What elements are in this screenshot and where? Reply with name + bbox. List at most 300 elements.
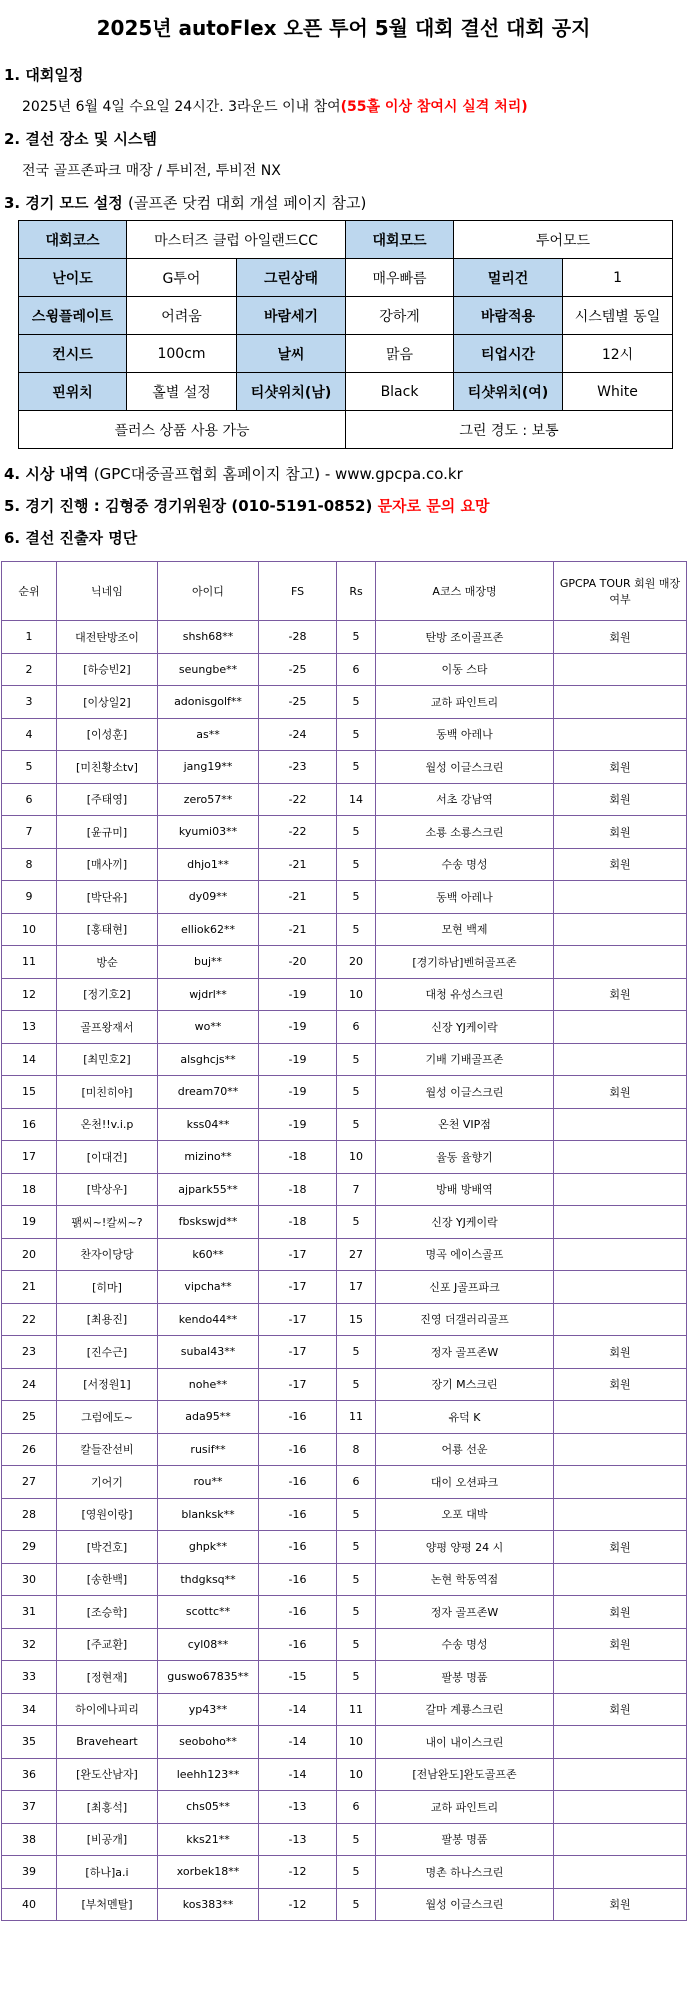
table-row — [2, 653, 687, 686]
table-row — [2, 816, 687, 849]
rank-cell: 3 — [2, 686, 57, 719]
nickname-cell: [하승빈2] — [57, 653, 158, 686]
member-cell: 회원 — [554, 848, 687, 881]
id-cell: nohe** — [158, 1368, 259, 1401]
nickname-cell: [미친황소tv] — [57, 751, 158, 784]
id-cell: jang19** — [158, 751, 259, 784]
settings-label: 난이도 — [19, 259, 127, 297]
nickname-cell: [진수근] — [57, 1336, 158, 1369]
rank-cell: 28 — [2, 1498, 57, 1531]
nickname-cell: [주교환] — [57, 1628, 158, 1661]
table-row — [2, 1433, 687, 1466]
id-cell: ada95** — [158, 1401, 259, 1434]
fs-cell: -21 — [259, 881, 337, 914]
table-row — [2, 783, 687, 816]
column-header: 닉네임 — [57, 562, 158, 621]
settings-value: Black — [346, 373, 454, 411]
store-cell: 탄방 조이골프존 — [376, 621, 554, 654]
rs-cell: 7 — [337, 1173, 376, 1206]
rs-cell: 27 — [337, 1238, 376, 1271]
rank-cell: 27 — [2, 1466, 57, 1499]
fs-cell: -19 — [259, 1076, 337, 1109]
member-cell — [554, 686, 687, 719]
nickname-cell: [최홍석] — [57, 1791, 158, 1824]
nickname-cell: [이대건] — [57, 1141, 158, 1174]
rank-cell: 1 — [2, 621, 57, 654]
settings-label: 그린상태 — [237, 259, 346, 297]
settings-value: 12시 — [563, 335, 673, 373]
rank-cell: 22 — [2, 1303, 57, 1336]
rank-cell: 38 — [2, 1823, 57, 1856]
member-cell — [554, 1141, 687, 1174]
rs-cell: 15 — [337, 1303, 376, 1336]
column-header: 아이디 — [158, 562, 259, 621]
fs-cell: -22 — [259, 816, 337, 849]
table-row — [2, 946, 687, 979]
store-cell: 모현 백제 — [376, 913, 554, 946]
id-cell: ajpark55** — [158, 1173, 259, 1206]
column-header: Rs — [337, 562, 376, 621]
id-cell: k60** — [158, 1238, 259, 1271]
id-cell: chs05** — [158, 1791, 259, 1824]
nickname-cell: [박단유] — [57, 881, 158, 914]
mode-heading-label: 3. 경기 모드 설정 — [4, 194, 123, 212]
rs-cell: 5 — [337, 1888, 376, 1921]
table-row — [2, 1791, 687, 1824]
settings-label: 멀리건 — [454, 259, 563, 297]
settings-value: 홀별 설정 — [127, 373, 237, 411]
id-cell: subal43** — [158, 1336, 259, 1369]
nickname-cell: [주태영] — [57, 783, 158, 816]
rank-cell: 17 — [2, 1141, 57, 1174]
rs-cell: 5 — [337, 686, 376, 719]
store-cell: 정자 골프존W — [376, 1596, 554, 1629]
contact-heading — [4, 495, 687, 517]
table-row — [2, 881, 687, 914]
rs-cell: 5 — [337, 1368, 376, 1401]
member-cell: 회원 — [554, 1888, 687, 1921]
fs-cell: -16 — [259, 1628, 337, 1661]
nickname-cell: [정현재] — [57, 1661, 158, 1694]
id-cell: kos383** — [158, 1888, 259, 1921]
member-cell — [554, 1108, 687, 1141]
settings-value: 강하게 — [346, 297, 454, 335]
rank-cell: 20 — [2, 1238, 57, 1271]
settings-value: 매우빠름 — [346, 259, 454, 297]
table-row — [2, 848, 687, 881]
member-cell: 회원 — [554, 1368, 687, 1401]
settings-label: 바람세기 — [237, 297, 346, 335]
nickname-cell: 온천!!v.i.p — [57, 1108, 158, 1141]
store-cell: 어룡 선운 — [376, 1433, 554, 1466]
fs-cell: -17 — [259, 1303, 337, 1336]
rs-cell: 5 — [337, 1108, 376, 1141]
member-cell — [554, 1466, 687, 1499]
store-cell: 오포 대박 — [376, 1498, 554, 1531]
rs-cell: 5 — [337, 1043, 376, 1076]
rank-cell: 24 — [2, 1368, 57, 1401]
store-cell: 교하 파인트리 — [376, 1791, 554, 1824]
nickname-cell: 칼들잔선비 — [57, 1433, 158, 1466]
nickname-cell: [송한백] — [57, 1563, 158, 1596]
nickname-cell: [박상우] — [57, 1173, 158, 1206]
rs-cell: 11 — [337, 1693, 376, 1726]
table-row — [2, 978, 687, 1011]
rank-cell: 5 — [2, 751, 57, 784]
table-row — [2, 1173, 687, 1206]
fs-cell: -21 — [259, 913, 337, 946]
nickname-cell: [서정원1] — [57, 1368, 158, 1401]
rank-cell: 39 — [2, 1856, 57, 1889]
settings-value: 1 — [563, 259, 673, 297]
finalists-heading: 6. 결선 진출자 명단 — [4, 529, 138, 547]
fs-cell: -12 — [259, 1856, 337, 1889]
member-cell: 회원 — [554, 1596, 687, 1629]
member-cell: 회원 — [554, 1336, 687, 1369]
nickname-cell: [이상일2] — [57, 686, 158, 719]
contact-heading-label: 5. 경기 진행 : 김형중 경기위원장 (010-5191-0852) — [4, 497, 373, 515]
fs-cell: -22 — [259, 783, 337, 816]
rank-cell: 18 — [2, 1173, 57, 1206]
table-row — [2, 1108, 687, 1141]
rank-cell: 15 — [2, 1076, 57, 1109]
fs-cell: -17 — [259, 1368, 337, 1401]
store-cell: 명촌 하나스크린 — [376, 1856, 554, 1889]
table-row — [2, 1466, 687, 1499]
column-header: A코스 매장명 — [376, 562, 554, 621]
fs-cell: -16 — [259, 1433, 337, 1466]
store-cell: 내이 내이스크린 — [376, 1726, 554, 1759]
rank-cell: 9 — [2, 881, 57, 914]
store-cell: 월성 이글스크린 — [376, 751, 554, 784]
nickname-cell: [최민호2] — [57, 1043, 158, 1076]
rank-cell: 4 — [2, 718, 57, 751]
fs-cell: -16 — [259, 1466, 337, 1499]
rs-cell: 5 — [337, 1596, 376, 1629]
nickname-cell: [최용진] — [57, 1303, 158, 1336]
rank-cell: 13 — [2, 1011, 57, 1044]
rank-cell: 30 — [2, 1563, 57, 1596]
fs-cell: -17 — [259, 1238, 337, 1271]
fs-cell: -13 — [259, 1823, 337, 1856]
id-cell: rusif** — [158, 1433, 259, 1466]
settings-label: 대회모드 — [346, 221, 454, 259]
rs-cell: 5 — [337, 1206, 376, 1239]
member-cell: 회원 — [554, 1628, 687, 1661]
store-cell: 팔봉 명품 — [376, 1661, 554, 1694]
nickname-cell: [매사끼] — [57, 848, 158, 881]
table-row — [2, 1368, 687, 1401]
id-cell: xorbek18** — [158, 1856, 259, 1889]
rs-cell: 10 — [337, 1141, 376, 1174]
store-cell: 신장 YJ케이락 — [376, 1206, 554, 1239]
rs-cell: 8 — [337, 1433, 376, 1466]
rank-cell: 29 — [2, 1531, 57, 1564]
store-cell: 서초 강남역 — [376, 783, 554, 816]
id-cell: kyumi03** — [158, 816, 259, 849]
rank-cell: 36 — [2, 1758, 57, 1791]
venue-text: 전국 골프존파크 매장 / 투비전, 투비전 NX — [22, 163, 281, 179]
venue-heading: 2. 결선 장소 및 시스템 — [4, 130, 157, 148]
nickname-cell: Braveheart — [57, 1726, 158, 1759]
id-cell: as** — [158, 718, 259, 751]
table-row — [2, 1401, 687, 1434]
member-cell — [554, 1433, 687, 1466]
id-cell: blanksk** — [158, 1498, 259, 1531]
table-row — [2, 1661, 687, 1694]
fs-cell: -18 — [259, 1173, 337, 1206]
store-cell: [전남완도]완도골프존 — [376, 1758, 554, 1791]
settings-label: 티샷위치(여) — [454, 373, 563, 411]
fs-cell: -16 — [259, 1563, 337, 1596]
fs-cell: -12 — [259, 1888, 337, 1921]
rs-cell: 6 — [337, 1791, 376, 1824]
column-header: FS — [259, 562, 337, 621]
fs-cell: -19 — [259, 1108, 337, 1141]
store-cell: 정자 골프존W — [376, 1336, 554, 1369]
table-row — [2, 1693, 687, 1726]
store-cell: 방배 방배역 — [376, 1173, 554, 1206]
nickname-cell: 그럼에도~ — [57, 1401, 158, 1434]
member-cell — [554, 1661, 687, 1694]
store-cell: 월성 이글스크린 — [376, 1888, 554, 1921]
table-row — [2, 1238, 687, 1271]
store-cell: 신장 YJ케이락 — [376, 1011, 554, 1044]
table-row — [2, 1271, 687, 1304]
rank-cell: 35 — [2, 1726, 57, 1759]
store-cell: 수송 명성 — [376, 848, 554, 881]
table-row — [2, 1531, 687, 1564]
fs-cell: -16 — [259, 1498, 337, 1531]
store-cell: 온천 VIP점 — [376, 1108, 554, 1141]
rs-cell: 11 — [337, 1401, 376, 1434]
store-cell: 기배 기배골프존 — [376, 1043, 554, 1076]
rs-cell: 5 — [337, 913, 376, 946]
table-row — [2, 1303, 687, 1336]
table-row — [2, 1823, 687, 1856]
fs-cell: -19 — [259, 1043, 337, 1076]
rs-cell: 6 — [337, 1011, 376, 1044]
fs-cell: -23 — [259, 751, 337, 784]
contact-note: 문자로 문의 요망 — [377, 497, 490, 515]
settings-label: 대회코스 — [19, 221, 127, 259]
member-cell: 회원 — [554, 816, 687, 849]
fs-cell: -17 — [259, 1336, 337, 1369]
table-row — [2, 751, 687, 784]
settings-label: 스윙플레이트 — [19, 297, 127, 335]
member-cell — [554, 881, 687, 914]
rs-cell: 5 — [337, 1563, 376, 1596]
rs-cell: 6 — [337, 1466, 376, 1499]
id-cell: zero57** — [158, 783, 259, 816]
settings-value: 시스템별 동일 — [563, 297, 673, 335]
nickname-cell: 하이에나피리 — [57, 1693, 158, 1726]
nickname-cell: [정기호2] — [57, 978, 158, 1011]
member-cell — [554, 1563, 687, 1596]
column-header: GPCPA TOUR 회원 매장 여부 — [554, 562, 687, 621]
rank-cell: 26 — [2, 1433, 57, 1466]
id-cell: kks21** — [158, 1823, 259, 1856]
member-cell: 회원 — [554, 621, 687, 654]
rank-cell: 7 — [2, 816, 57, 849]
id-cell: yp43** — [158, 1693, 259, 1726]
id-cell: ghpk** — [158, 1531, 259, 1564]
rank-cell: 12 — [2, 978, 57, 1011]
member-cell — [554, 913, 687, 946]
settings-value: 100cm — [127, 335, 237, 373]
table-row — [2, 1596, 687, 1629]
schedule-date: 2025년 6월 4일 수요일 24시간. 3라운드 이내 참여 — [22, 99, 341, 115]
fs-cell: -17 — [259, 1271, 337, 1304]
settings-value: 맑음 — [346, 335, 454, 373]
settings-note-left: 플러스 상품 사용 가능 — [19, 411, 346, 449]
id-cell: kss04** — [158, 1108, 259, 1141]
table-row — [2, 1856, 687, 1889]
id-cell: mizino** — [158, 1141, 259, 1174]
fs-cell: -16 — [259, 1531, 337, 1564]
table-row — [2, 1888, 687, 1921]
settings-value: G투어 — [127, 259, 237, 297]
rank-cell: 16 — [2, 1108, 57, 1141]
fs-cell: -13 — [259, 1791, 337, 1824]
id-cell: dream70** — [158, 1076, 259, 1109]
table-row — [2, 1011, 687, 1044]
fs-cell: -28 — [259, 621, 337, 654]
fs-cell: -19 — [259, 1011, 337, 1044]
nickname-cell: [하나]a.i — [57, 1856, 158, 1889]
rs-cell: 5 — [337, 1856, 376, 1889]
store-cell: 명곡 에이스골프 — [376, 1238, 554, 1271]
fs-cell: -24 — [259, 718, 337, 751]
member-cell — [554, 1173, 687, 1206]
fs-cell: -16 — [259, 1596, 337, 1629]
id-cell: leehh123** — [158, 1758, 259, 1791]
fs-cell: -19 — [259, 978, 337, 1011]
store-cell: 논현 학동역점 — [376, 1563, 554, 1596]
awards-note: (GPC대중골프협회 홈페이지 참고) - www.gpcpa.co.kr — [93, 465, 463, 483]
rs-cell: 5 — [337, 848, 376, 881]
id-cell: seoboho** — [158, 1726, 259, 1759]
awards-heading-label: 4. 시상 내역 — [4, 465, 89, 483]
member-cell — [554, 1303, 687, 1336]
store-cell: [경기하남]벤허골프존 — [376, 946, 554, 979]
member-cell: 회원 — [554, 783, 687, 816]
rank-cell: 32 — [2, 1628, 57, 1661]
nickname-cell: [윤규미] — [57, 816, 158, 849]
id-cell: cyl08** — [158, 1628, 259, 1661]
member-cell — [554, 1726, 687, 1759]
schedule-heading: 1. 대회일정 — [4, 66, 84, 84]
nickname-cell: 골프왕재서 — [57, 1011, 158, 1044]
table-row — [2, 1141, 687, 1174]
store-cell: 이동 스타 — [376, 653, 554, 686]
settings-note-right: 그린 경도 : 보통 — [346, 411, 673, 449]
table-row — [2, 1563, 687, 1596]
table-row — [2, 1726, 687, 1759]
id-cell: scottc** — [158, 1596, 259, 1629]
rs-cell: 5 — [337, 1823, 376, 1856]
fs-cell: -18 — [259, 1206, 337, 1239]
rs-cell: 5 — [337, 751, 376, 784]
id-cell: wjdrl** — [158, 978, 259, 1011]
rs-cell: 20 — [337, 946, 376, 979]
rs-cell: 5 — [337, 1628, 376, 1661]
id-cell: wo** — [158, 1011, 259, 1044]
settings-label: 컨시드 — [19, 335, 127, 373]
member-cell: 회원 — [554, 1531, 687, 1564]
page-title: 2025년 autoFlex 오픈 투어 5월 대회 결선 대회 공지 — [96, 16, 591, 40]
fs-cell: -21 — [259, 848, 337, 881]
nickname-cell: 팱씨~!칼씨~? — [57, 1206, 158, 1239]
settings-label: 티샷위치(남) — [237, 373, 346, 411]
nickname-cell: [박건호] — [57, 1531, 158, 1564]
rank-cell: 23 — [2, 1336, 57, 1369]
fs-cell: -25 — [259, 686, 337, 719]
member-cell: 회원 — [554, 1076, 687, 1109]
table-row — [2, 1758, 687, 1791]
settings-value: 투어모드 — [454, 221, 673, 259]
table-row — [2, 686, 687, 719]
rs-cell: 10 — [337, 1758, 376, 1791]
store-cell: 월성 이글스크린 — [376, 1076, 554, 1109]
nickname-cell: 기어기 — [57, 1466, 158, 1499]
nickname-cell: [홍태현] — [57, 913, 158, 946]
rs-cell: 5 — [337, 1076, 376, 1109]
member-cell — [554, 1401, 687, 1434]
rank-cell: 25 — [2, 1401, 57, 1434]
settings-label: 핀위치 — [19, 373, 127, 411]
member-cell — [554, 1498, 687, 1531]
rank-cell: 37 — [2, 1791, 57, 1824]
fs-cell: -18 — [259, 1141, 337, 1174]
member-cell — [554, 718, 687, 751]
id-cell: shsh68** — [158, 621, 259, 654]
rank-cell: 34 — [2, 1693, 57, 1726]
rank-cell: 21 — [2, 1271, 57, 1304]
nickname-cell: [조승학] — [57, 1596, 158, 1629]
settings-label: 바람적용 — [454, 297, 563, 335]
member-cell — [554, 1791, 687, 1824]
table-row — [2, 1043, 687, 1076]
nickname-cell: 방순 — [57, 946, 158, 979]
id-cell: guswo67835** — [158, 1661, 259, 1694]
member-cell — [554, 1238, 687, 1271]
member-cell — [554, 1758, 687, 1791]
member-cell — [554, 1823, 687, 1856]
id-cell: adonisgolf** — [158, 686, 259, 719]
rs-cell: 5 — [337, 881, 376, 914]
column-header: 순위 — [2, 562, 57, 621]
rank-cell: 31 — [2, 1596, 57, 1629]
table-row — [2, 718, 687, 751]
nickname-cell: [미친히야] — [57, 1076, 158, 1109]
rank-cell: 33 — [2, 1661, 57, 1694]
store-cell: 대청 유성스크린 — [376, 978, 554, 1011]
id-cell: rou** — [158, 1466, 259, 1499]
table-row — [2, 1498, 687, 1531]
fs-cell: -14 — [259, 1693, 337, 1726]
nickname-cell: [이성훈] — [57, 718, 158, 751]
game-settings-table — [18, 220, 673, 449]
store-cell: 장기 M스크린 — [376, 1368, 554, 1401]
rank-cell: 2 — [2, 653, 57, 686]
member-cell — [554, 1856, 687, 1889]
store-cell: 팔봉 명품 — [376, 1823, 554, 1856]
nickname-cell: [히마] — [57, 1271, 158, 1304]
id-cell: vipcha** — [158, 1271, 259, 1304]
store-cell: 동백 아레나 — [376, 881, 554, 914]
rank-cell: 6 — [2, 783, 57, 816]
